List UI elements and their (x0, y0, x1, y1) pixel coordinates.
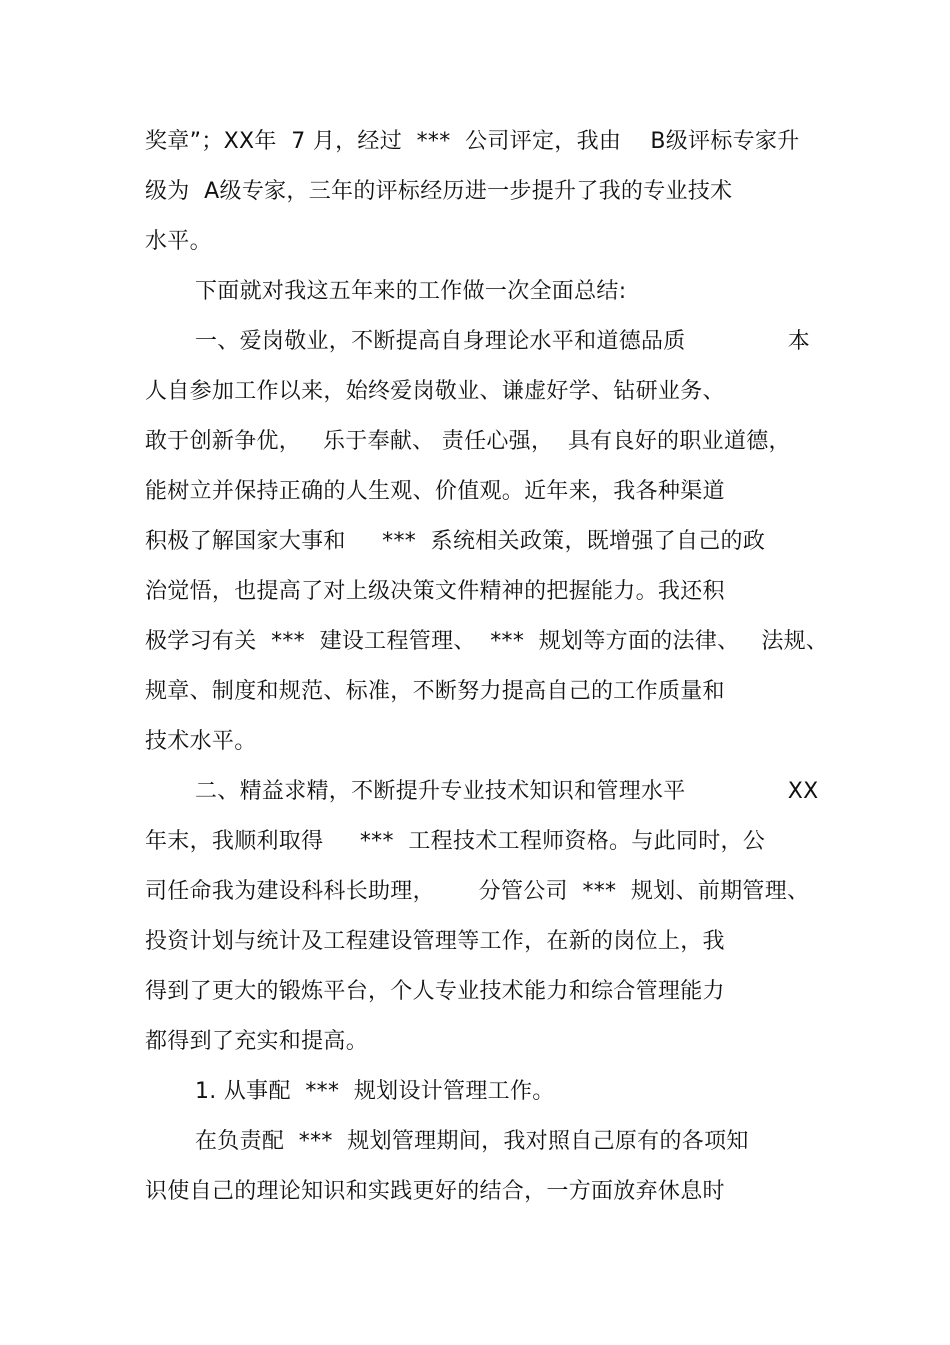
text-line: 积极了解国家大事和 *** 系统相关政策，既增强了自己的政 (145, 529, 766, 554)
text-line: 在负责配 *** 规划管理期间，我对照自己原有的各项知 (195, 1129, 749, 1154)
text-line: 识使自己的理论知识和实践更好的结合，一方面放弃休息时 (145, 1179, 725, 1204)
text-line: 水平。 (145, 229, 212, 254)
text-line: 级为 A级专家，三年的评标经历进一步提升了我的专业技术 (145, 179, 733, 204)
text-line: 下面就对我这五年来的工作做一次全面总结: (195, 279, 627, 304)
section-heading: 二、精益求精，不断提升专业技术知识和管理水平 XX (195, 779, 819, 804)
text-line: 敢于创新争优， 乐于奉献、 责任心强， 具有良好的职业道德， (145, 429, 791, 454)
subsection-heading: 1. 从事配 *** 规划设计管理工作。 (195, 1079, 555, 1104)
text-line: 规章、制度和规范、标准，不断努力提高自己的工作质量和 (145, 679, 725, 704)
text-line: 奖章”；XX年 7 月，经过 *** 公司评定，我由 B级评标专家升 (145, 129, 800, 154)
text-line: 年末，我顺利取得 *** 工程技术工程师资格。与此同时，公 (145, 829, 766, 854)
section-heading: 一、爱岗敬业，不断提高自身理论水平和道德品质 本 (195, 329, 811, 354)
text-line: 人自参加工作以来，始终爱岗敬业、谦虚好学、钻研业务、 (145, 379, 725, 404)
text-line: 技术水平。 (145, 729, 257, 754)
text-line: 司任命我为建设科科长助理， 分管公司 *** 规划、前期管理、 (145, 879, 810, 904)
text-line: 得到了更大的锻炼平台，个人专业技术能力和综合管理能力 (145, 979, 725, 1004)
text-line: 投资计划与统计及工程建设管理等工作，在新的岗位上，我 (145, 929, 725, 954)
text-line: 能树立并保持正确的人生观、价值观。近年来，我各种渠道 (145, 479, 725, 504)
text-line: 治觉悟，也提高了对上级决策文件精神的把握能力。我还积 (145, 579, 725, 604)
text-line: 都得到了充实和提高。 (145, 1029, 369, 1054)
text-line: 极学习有关 *** 建设工程管理、 *** 规划等方面的法律、 法规、 (145, 629, 829, 654)
